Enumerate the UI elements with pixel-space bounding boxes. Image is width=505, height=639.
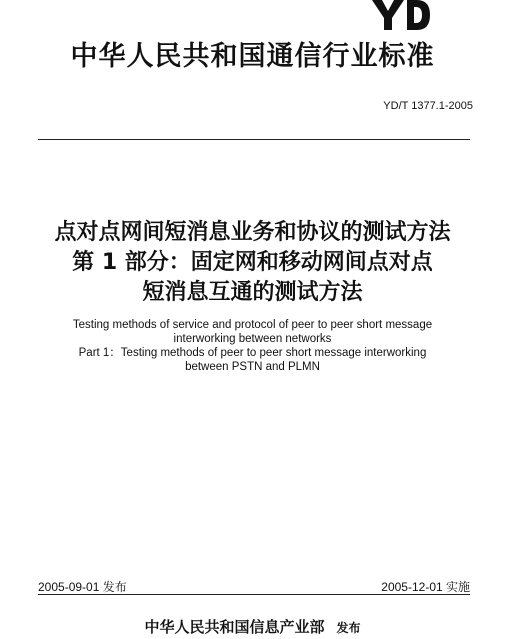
english-title-line-1: Testing methods of service and protocol of peer to peer short message	[72, 319, 433, 331]
publisher-name: 中华人民共和国信息产业部	[144, 618, 325, 636]
publisher	[0, 617, 505, 638]
footer-divider	[38, 594, 470, 595]
english-title	[0, 318, 505, 374]
english-title-line-4: between PSTN and PLMN	[185, 361, 320, 373]
standard-category-title: 中华人民共和国通信行业标准	[70, 41, 435, 72]
yd-logo	[370, 0, 430, 30]
implementation-date: 2005-12-01 实施	[381, 580, 470, 594]
english-title-line-3: Part 1：Testing methods of peer to peer short message interworking	[78, 347, 427, 359]
english-title-line-2: interworking between networks	[173, 333, 332, 345]
chinese-title-line-3: 短消息互通的测试方法	[142, 280, 363, 305]
standard-code: YD/T 1377.1-2005	[383, 100, 473, 112]
publisher-suffix: 发布	[336, 621, 361, 635]
chinese-title-line-2: 第 1 部分：固定网和移动网间点对点	[72, 250, 433, 275]
chinese-title-line-1: 点对点网间短消息业务和协议的测试方法	[54, 220, 451, 245]
header-divider	[38, 139, 470, 140]
issue-date: 2005-09-01 发布	[38, 580, 127, 594]
chinese-title	[0, 218, 505, 308]
